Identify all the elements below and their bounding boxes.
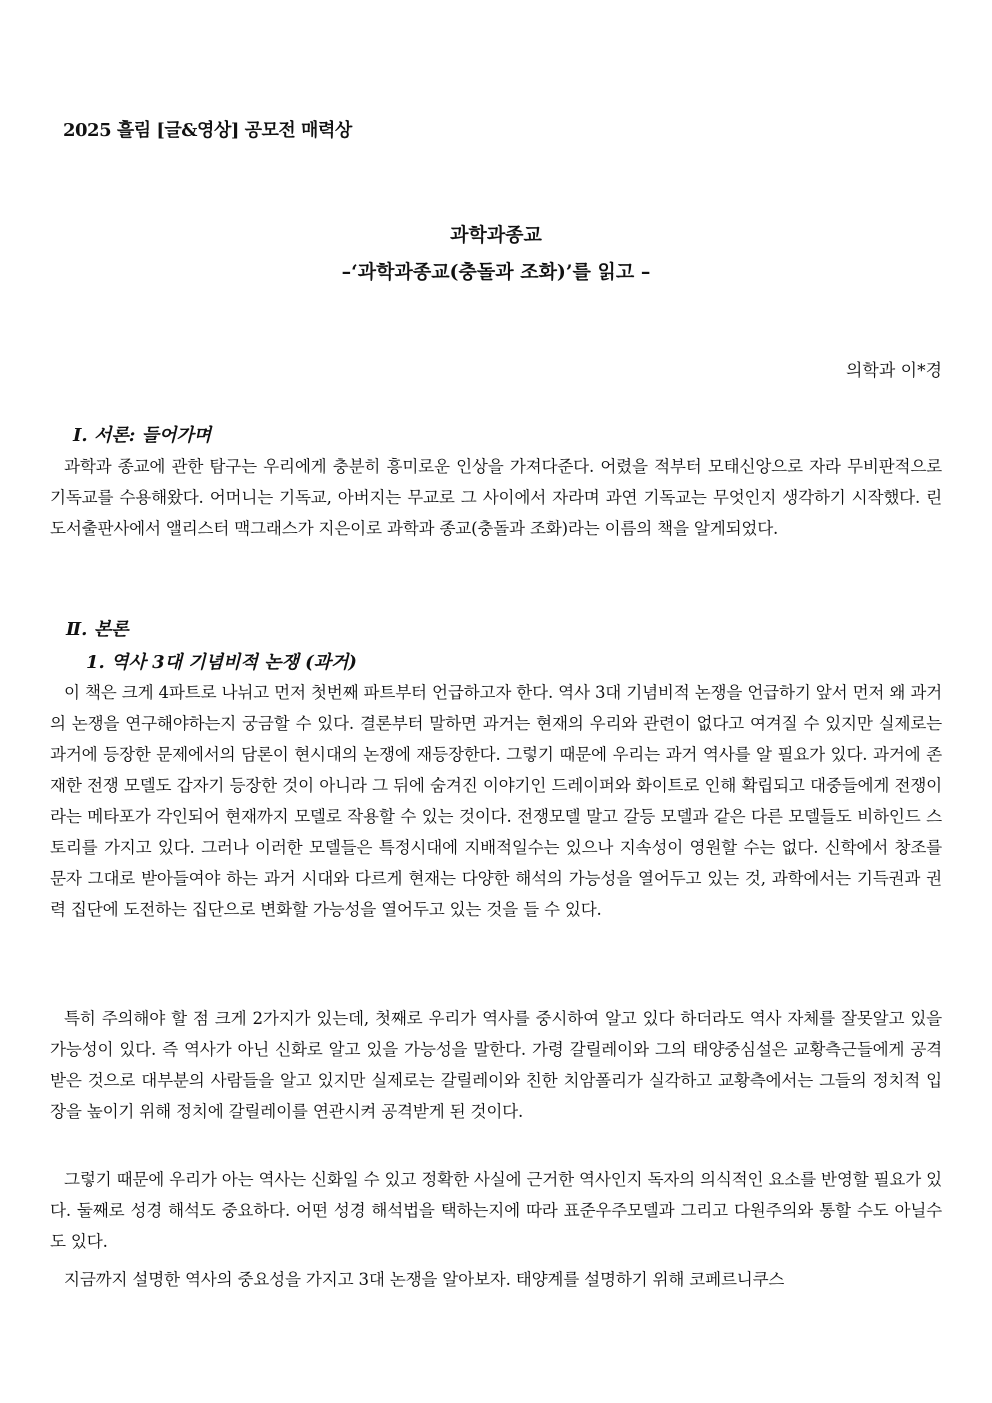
document-title: 과학과종교 bbox=[450, 224, 542, 246]
award-label: 2025 흘림 [글&영상] 공모전 매력상 bbox=[63, 120, 352, 141]
paragraph-body-1: 이 책은 크게 4파트로 나뉘고 먼저 첫번째 파트부터 언급하고자 한다. 역사 3대 기념비적 논쟁을 언급하기 앞서 먼저 왜 과거의 논쟁을 연구해야하는지 궁금할 수 있다. 결론부터 말하면 과거는 현재의 우리와 관련이 없다고 여겨질 수 있지만 실제로는 과거에 등장한 문제에서의 담론이 현시대의 논쟁에 재등장한다. 그렇기 때문에 우리는 과거 역사를 알 필요가 있다. 과거에 존재한 전쟁 모델도 갑자기 등장한 것이 아니라 그 뒤에 숨겨진 이야기인 드레이퍼와 화이트로 인해 확립되고 대중들에게 전쟁이라는 메타포가 각인되어 현재까지 모델로 작용할 수 있는 것이다. 전쟁모델 말고 갈등 모델과 같은 다른 모델들도 비하인드 스토리를 가지고 있다. 그러나 이러한 모델들은 특정시대에 지배적일수는 있으나 지속성이 영원할 수는 없다. 신학에서 창조를 문자 그대로 받아들여야 하는 과거 시대와 다르게 현재는 다양한 해석의 가능성을 열어두고 있는 것, 과학에서는 기득권과 권력 집단에 도전하는 집단으로 변화할 가능성을 열어두고 있는 것을 들 수 있다. bbox=[50, 683, 942, 919]
paragraph-body-4: 지금까지 설명한 역사의 중요성을 가지고 3대 논쟁을 알아보자. 태양계를 설명하기 위해 코페르니쿠스 bbox=[64, 1270, 785, 1289]
subsection-heading-history: 1. 역사 3대 기념비적 논쟁 (과거) bbox=[86, 652, 357, 673]
section-heading-body: Ⅱ. 본론 bbox=[66, 619, 129, 640]
section-heading-intro: I. 서론: 들어가며 bbox=[73, 425, 212, 446]
paragraph-intro: 과학과 종교에 관한 탐구는 우리에게 충분히 흥미로운 인상을 가져다준다. 어렸을 적부터 모태신앙으로 자라 무비판적으로 기독교를 수용해왔다. 어머니는 기독교, 아버지는 무교로 그 사이에서 자라며 과연 기독교는 무엇인지 생각하기 시작했다. 린 도서출판사에서 앨리스터 맥그래스가 지은이로 과학과 종교(충돌과 조화)라는 이름의 책을 알게되었다. bbox=[50, 457, 942, 538]
document-subtitle: –‘과학과종교(충돌과 조화)’를 읽고 – bbox=[341, 261, 651, 283]
paragraph-body-3: 그렇기 때문에 우리가 아는 역사는 신화일 수 있고 정확한 사실에 근거한 역사인지 독자의 의식적인 요소를 반영할 필요가 있다. 둘째로 성경 해석도 중요하다. 어떤 성경 해석법을 택하는지에 따라 표준우주모델과 그리고 다원주의와 통할 수도 아닐수도 있다. bbox=[50, 1170, 942, 1251]
paragraph-body-2: 특히 주의해야 할 점 크게 2가지가 있는데, 첫째로 우리가 역사를 중시하여 알고 있다 하더라도 역사 자체를 잘못알고 있을 가능성이 있다. 즉 역사가 아닌 신화로 알고 있을 가능성을 말한다. 가령 갈릴레이와 그의 태양중심설은 교황측근들에게 공격받은 것으로 대부분의 사람들을 알고 있지만 실제로는 갈릴레이와 친한 치암폴리가 실각하고 교황측에서는 그들의 정치적 입장을 높이기 위해 정치에 갈릴레이를 연관시켜 공격받게 된 것이다. bbox=[50, 1009, 942, 1121]
author-line: 의학과 이*경 bbox=[845, 361, 942, 381]
